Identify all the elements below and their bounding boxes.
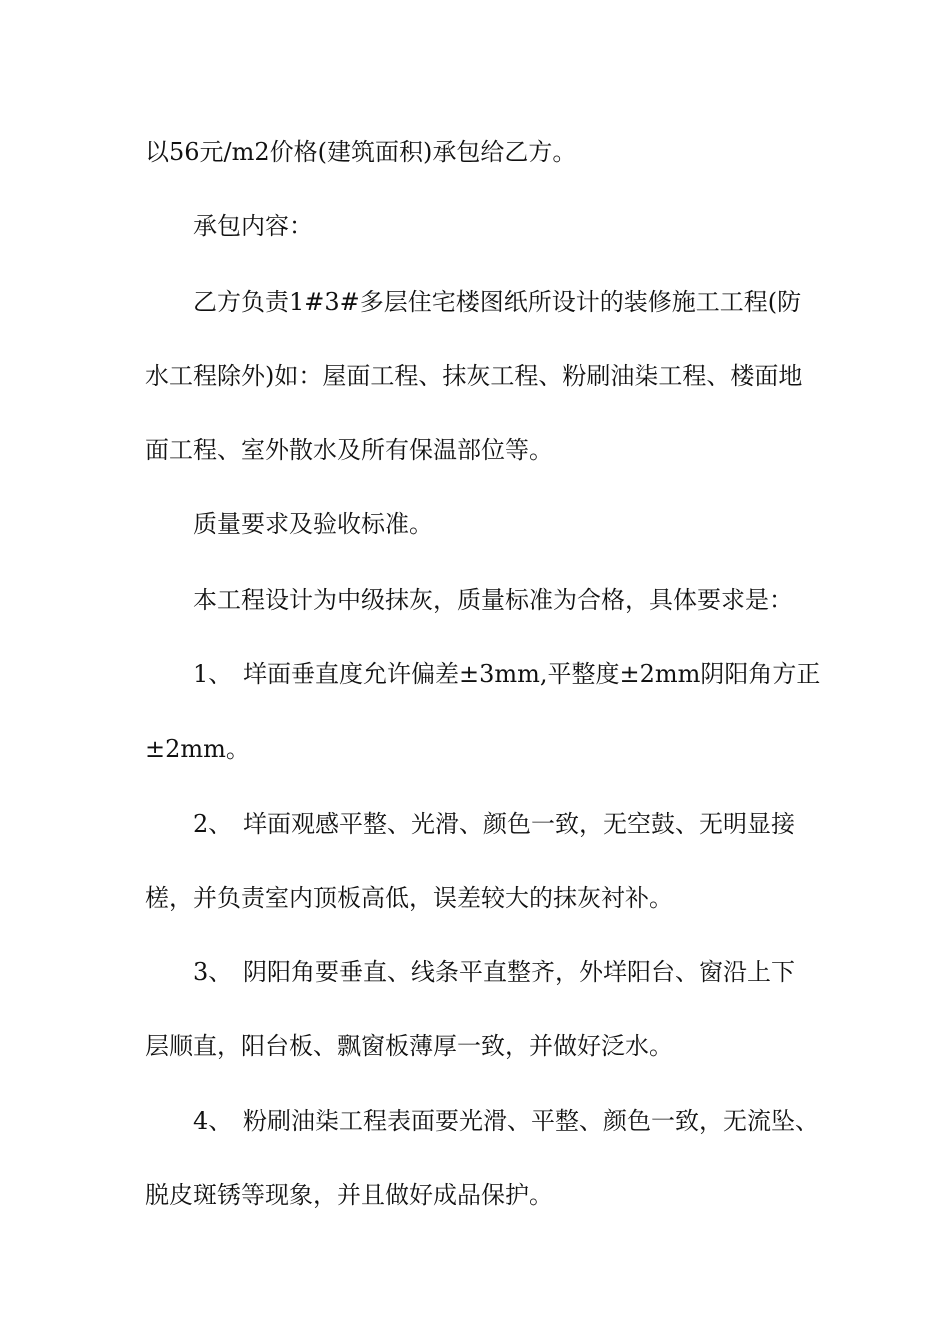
line-text: 阴阳角要垂直、线条平直整齐，外垟阳台、窗沿上下 bbox=[243, 958, 795, 986]
line-text: 质量要求及验收标准。 bbox=[193, 510, 433, 538]
section-heading-contract-content bbox=[0, 210, 950, 242]
list-number: 3、 bbox=[193, 958, 233, 986]
line-text: 垟面垂直度允许偏差±3mm,平整度±2mm阴阳角方正 bbox=[243, 660, 821, 688]
list-item-4 bbox=[0, 1105, 950, 1137]
paragraph-line bbox=[0, 136, 950, 168]
line-text: 脱皮斑锈等现象，并且做好成品保护。 bbox=[145, 1181, 553, 1209]
paragraph-line bbox=[0, 360, 950, 392]
paragraph-line bbox=[0, 584, 950, 616]
list-item-2 bbox=[0, 808, 950, 840]
list-number: 4、 bbox=[193, 1107, 233, 1135]
list-item-3-continued bbox=[0, 1030, 950, 1062]
line-text: 水工程除外)如：屋面工程、抹灰工程、粉刷油柒工程、楼面地 bbox=[145, 362, 803, 390]
paragraph-line bbox=[0, 434, 950, 466]
list-item-4-continued bbox=[0, 1179, 950, 1211]
list-number: 1、 bbox=[193, 660, 233, 688]
line-text: 以56元/m2价格(建筑面积)承包给乙方。 bbox=[145, 138, 577, 166]
line-text: 层顺直，阳台板、飘窗板薄厚一致，并做好泛水。 bbox=[145, 1032, 673, 1060]
list-item-3 bbox=[0, 956, 950, 988]
line-text: 面工程、室外散水及所有保温部位等。 bbox=[145, 436, 553, 464]
line-text: 乙方负责1#3#多层住宅楼图纸所设计的装修施工工程(防 bbox=[193, 288, 802, 316]
line-text: 垟面观感平整、光滑、颜色一致，无空鼓、无明显接 bbox=[243, 810, 795, 838]
line-text: 承包内容： bbox=[193, 212, 313, 240]
line-text: ±2mm。 bbox=[145, 735, 250, 763]
list-item-2-continued bbox=[0, 882, 950, 914]
list-item-1 bbox=[0, 658, 950, 690]
paragraph-line bbox=[0, 286, 950, 318]
line-text: 粉刷油柒工程表面要光滑、平整、颜色一致，无流坠、 bbox=[243, 1107, 819, 1135]
list-number: 2、 bbox=[193, 810, 233, 838]
section-heading-quality bbox=[0, 508, 950, 540]
line-text: 本工程设计为中级抹灰，质量标准为合格，具体要求是： bbox=[193, 586, 793, 614]
list-item-1-continued bbox=[0, 733, 950, 765]
line-text: 槎，并负责室内顶板高低，误差较大的抹灰衬补。 bbox=[145, 884, 673, 912]
